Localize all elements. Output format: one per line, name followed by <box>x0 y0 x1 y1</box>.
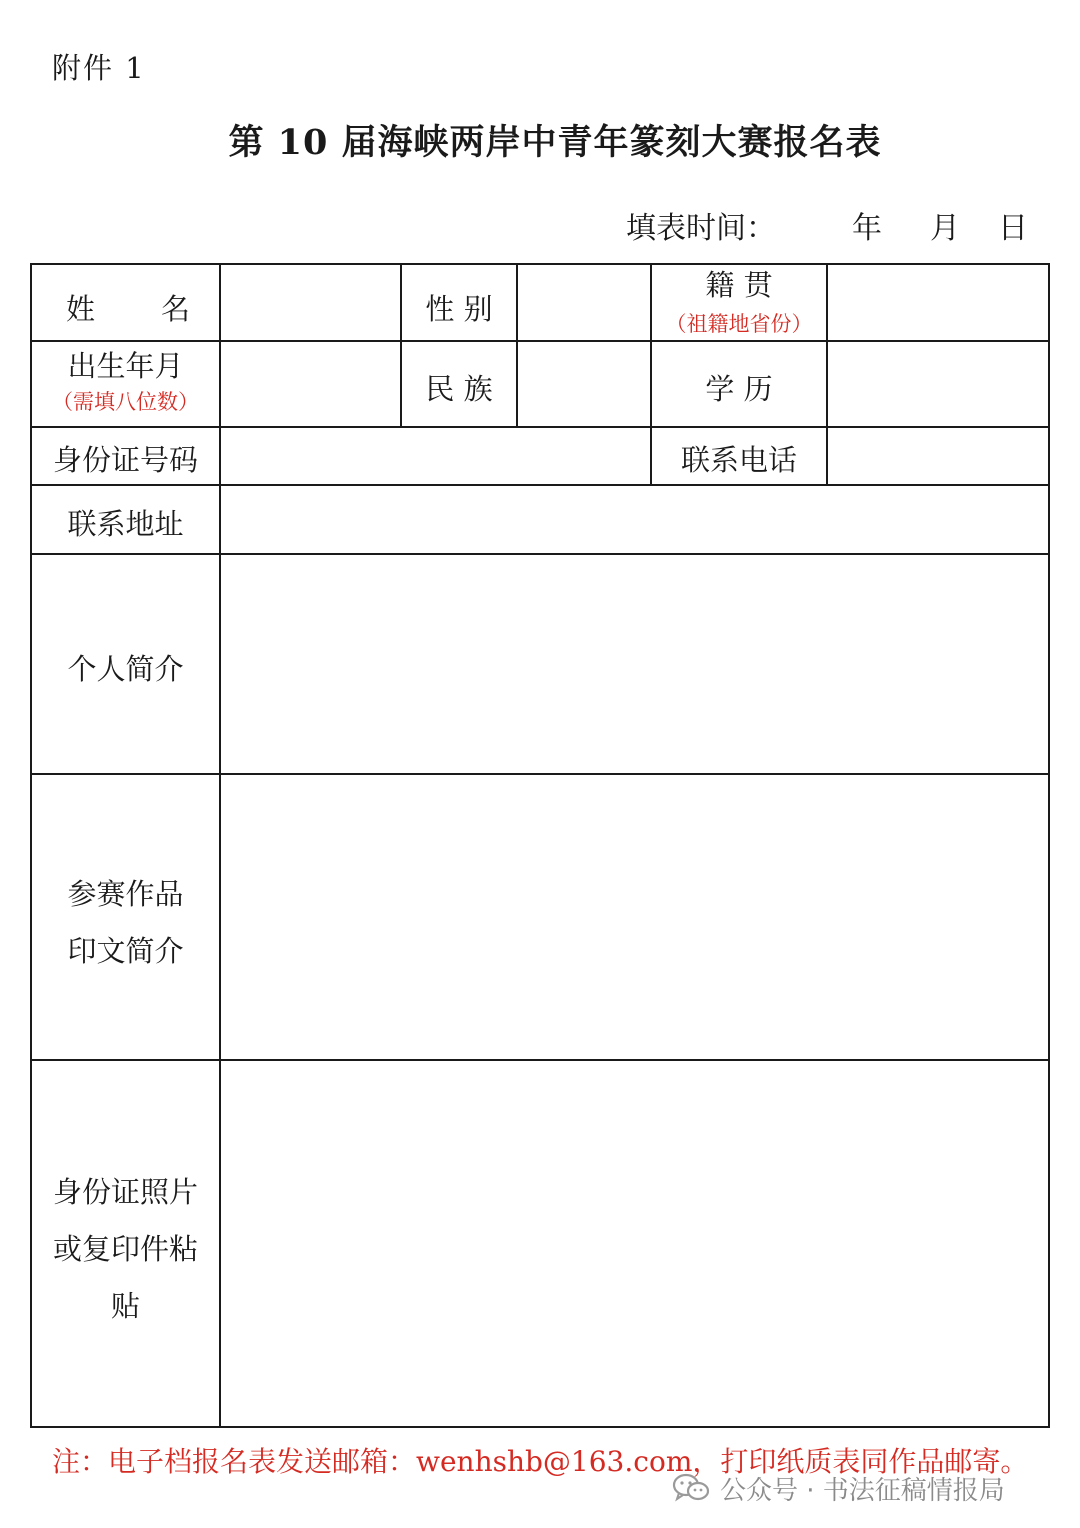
education-input-cell[interactable] <box>828 342 1048 426</box>
label-id-photo-line1: 身份证照片 <box>52 1175 198 1209</box>
gender-input-cell[interactable] <box>518 265 650 340</box>
address-input-cell[interactable] <box>221 486 1048 553</box>
label-bio: 个人简介 <box>67 652 184 686</box>
label-address: 联系地址 <box>67 507 184 541</box>
label-id-photo-line2: 或复印件粘 <box>52 1232 198 1266</box>
works-input-cell[interactable] <box>221 775 1048 1059</box>
watermark-text: 公众号 · 书法征稿情报局 <box>720 1475 1005 1506</box>
page-title: 第 10 届海峡两岸中青年篆刻大赛报名表 <box>228 122 882 163</box>
label-id-number: 身份证号码 <box>52 443 198 477</box>
wechat-icon <box>672 1473 710 1503</box>
fill-date-year: 年 <box>852 211 882 246</box>
phone-input-cell[interactable] <box>828 428 1048 484</box>
label-name: 姓 名 <box>66 292 190 326</box>
id-number-input-cell[interactable] <box>221 428 650 484</box>
ethnicity-input-cell[interactable] <box>518 342 650 426</box>
name-input-cell[interactable] <box>221 265 400 340</box>
label-gender: 性 别 <box>425 292 493 326</box>
label-works-line1: 参赛作品 <box>67 877 184 911</box>
fill-date-day: 日 <box>998 211 1028 246</box>
watermark <box>672 1468 1005 1508</box>
birth-note: （需填八位数） <box>52 390 199 414</box>
label-education: 学 历 <box>705 372 773 406</box>
label-ethnicity: 民 族 <box>425 372 493 406</box>
footer-note: 注：电子档报名表发送邮箱：wenhshb@163.com，打印纸质表同作品邮寄。 <box>52 1445 1029 1478</box>
fill-date-label: 填表时间： <box>626 211 776 246</box>
native-place-note: （祖籍地省份） <box>665 312 813 336</box>
birth-input-cell[interactable] <box>221 342 400 426</box>
registration-form-table <box>30 263 1050 1428</box>
native-place-input-cell[interactable] <box>828 265 1048 340</box>
attachment-label: 附件 1 <box>52 51 146 85</box>
label-phone: 联系电话 <box>680 443 797 477</box>
id-photo-paste-area[interactable] <box>221 1061 1048 1426</box>
label-id-photo-line3: 贴 <box>110 1289 140 1323</box>
label-native-place: 籍 贯 <box>705 268 773 302</box>
label-birth: 出生年月 <box>67 349 184 383</box>
label-works-line2: 印文简介 <box>67 934 184 968</box>
fill-date-month: 月 <box>930 211 960 246</box>
bio-input-cell[interactable] <box>221 555 1048 773</box>
